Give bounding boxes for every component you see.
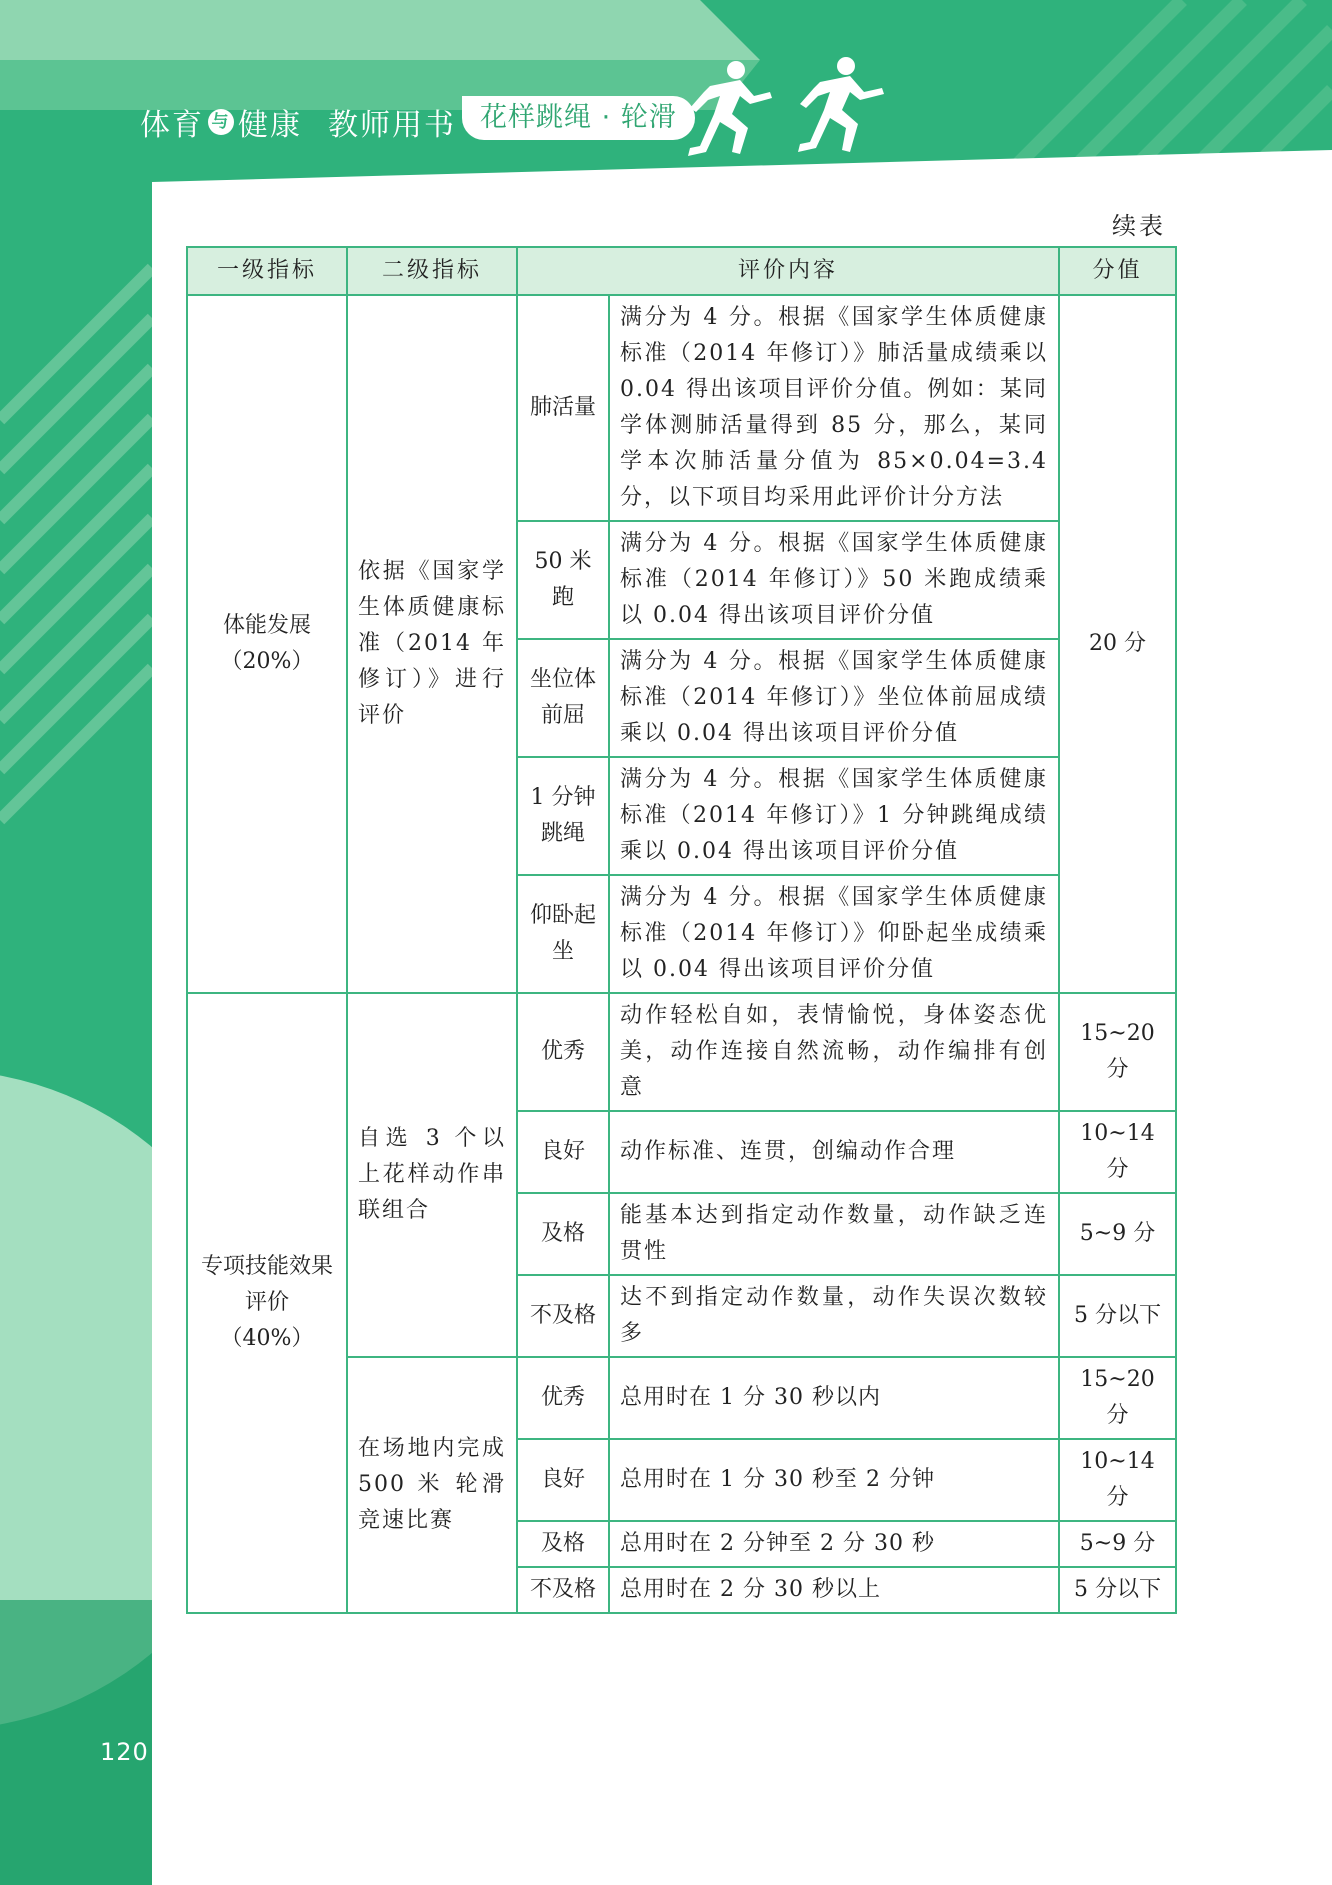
fitness-item-name: 1 分钟跳绳: [517, 757, 609, 875]
score-cell: 15~20 分: [1059, 1357, 1176, 1439]
grade-cell: 良好: [517, 1439, 609, 1521]
skills-level2-cell: 自选 3 个以上花样动作串联组合: [347, 993, 517, 1357]
criteria-cell: 总用时在 2 分钟至 2 分 30 秒: [609, 1521, 1059, 1567]
fitness-score-cell: 20 分: [1059, 295, 1176, 993]
score-cell: 5 分以下: [1059, 1567, 1176, 1613]
grade-cell: 不及格: [517, 1567, 609, 1613]
table-row: [187, 993, 1176, 1111]
fitness-item-content: 满分为 4 分。根据《国家学生体质健康标准（2014 年修订）》1 分钟跳绳成绩乘以 0.04 得出该项目评价分值: [609, 757, 1059, 875]
title-part-1: 体育: [140, 108, 204, 143]
criteria-cell: 能基本达到指定动作数量，动作缺乏连贯性: [609, 1193, 1059, 1275]
fitness-item-name: 坐位体前屈: [517, 639, 609, 757]
evaluation-table: [186, 246, 1177, 1614]
skills-level1-label: 专项技能效果评价: [200, 1254, 333, 1315]
fitness-level1-weight: （20%）: [220, 649, 314, 674]
grade-cell: 及格: [517, 1193, 609, 1275]
fitness-item-name: 仰卧起坐: [517, 875, 609, 993]
title-connector-badge: 与: [208, 109, 234, 135]
fitness-item-content: 满分为 4 分。根据《国家学生体质健康标准（2014 年修订）》坐位体前屈成绩乘以 0.04 得出该项目评价分值: [609, 639, 1059, 757]
grade-cell: 优秀: [517, 1357, 609, 1439]
header-score: 分值: [1059, 247, 1176, 295]
score-cell: 5~9 分: [1059, 1521, 1176, 1567]
grade-cell: 不及格: [517, 1275, 609, 1357]
skills-level2-cell: 在场地内完成 500 米 轮滑竞速比赛: [347, 1357, 517, 1613]
grade-cell: 优秀: [517, 993, 609, 1111]
fitness-item-content: 满分为 4 分。根据《国家学生体质健康标准（2014 年修订）》仰卧起坐成绩乘以 0.04 得出该项目评价分值: [609, 875, 1059, 993]
header-content: 评价内容: [517, 247, 1059, 295]
criteria-cell: 达不到指定动作数量，动作失误次数较多: [609, 1275, 1059, 1357]
criteria-cell: 动作轻松自如，表情愉悦，身体姿态优美，动作连接自然流畅，动作编排有创意: [609, 993, 1059, 1111]
header-level1: 一级指标: [187, 247, 347, 295]
fitness-item-name: 50 米跑: [517, 521, 609, 639]
fitness-item-name: 肺活量: [517, 295, 609, 521]
subject-badge: 花样跳绳 · 轮滑: [462, 96, 695, 140]
fitness-level1-label: 体能发展: [222, 613, 311, 638]
criteria-cell: 总用时在 2 分 30 秒以上: [609, 1567, 1059, 1613]
grade-cell: 良好: [517, 1111, 609, 1193]
score-cell: 15~20 分: [1059, 993, 1176, 1111]
fitness-item-content: 满分为 4 分。根据《国家学生体质健康标准（2014 年修订）》肺活量成绩乘以 0.04 得出该项目评价分值。例如：某同学体测肺活量得到 85 分，那么，某同学本次肺活量分值为 85×0.04=3.4 分，以下项目均采用此评价计分方法: [609, 295, 1059, 521]
title-part-3: 教师用书: [328, 108, 456, 143]
criteria-cell: 总用时在 1 分 30 秒至 2 分钟: [609, 1439, 1059, 1521]
table-row: [187, 295, 1176, 521]
runners-icon: [670, 56, 890, 166]
table-header-row: [187, 247, 1176, 295]
book-title: [140, 100, 456, 144]
score-cell: 5 分以下: [1059, 1275, 1176, 1357]
score-cell: 5~9 分: [1059, 1193, 1176, 1275]
grade-cell: 及格: [517, 1521, 609, 1567]
skills-level1-weight: （40%）: [220, 1326, 314, 1351]
continued-table-label: 续表: [1112, 212, 1166, 240]
score-cell: 10~14 分: [1059, 1111, 1176, 1193]
fitness-level1-cell: [187, 295, 347, 993]
criteria-cell: 总用时在 1 分 30 秒以内: [609, 1357, 1059, 1439]
page-number: 120: [100, 1738, 149, 1766]
fitness-level2-cell: 依据《国家学生体质健康标准（2014 年修订）》进行评价: [347, 295, 517, 993]
score-cell: 10~14 分: [1059, 1439, 1176, 1521]
fitness-item-content: 满分为 4 分。根据《国家学生体质健康标准（2014 年修订）》50 米跑成绩乘以 0.04 得出该项目评价分值: [609, 521, 1059, 639]
title-part-2: 健康: [238, 108, 302, 143]
criteria-cell: 动作标准、连贯，创编动作合理: [609, 1111, 1059, 1193]
skills-level1-cell: [187, 993, 347, 1613]
header-level2: 二级指标: [347, 247, 517, 295]
